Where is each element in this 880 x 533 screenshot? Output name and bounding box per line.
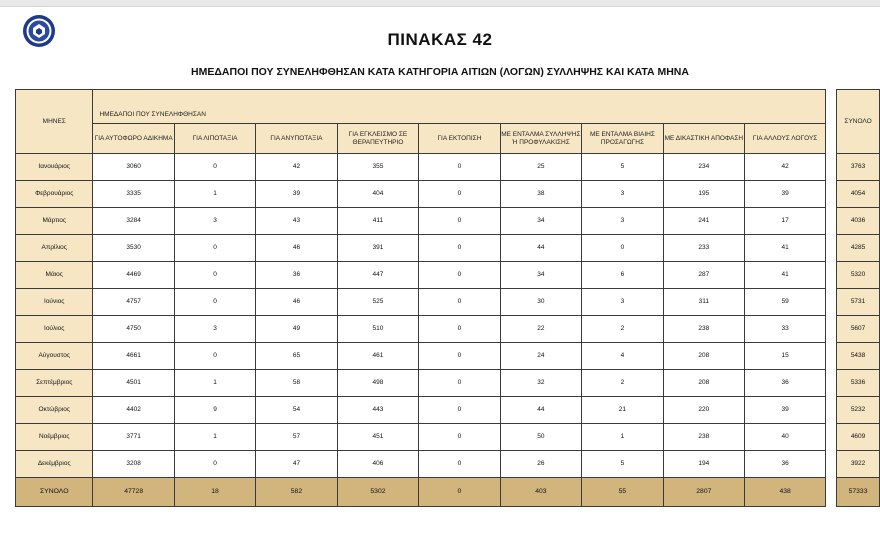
value-cell: 194 [663,451,744,478]
grand-total-cell: 582 [256,478,337,507]
value-cell: 238 [663,424,744,451]
column-gap [826,451,837,478]
value-cell: 3530 [93,235,174,262]
value-cell: 0 [419,235,500,262]
value-cell: 208 [663,343,744,370]
value-cell: 0 [174,289,255,316]
value-cell: 30 [500,289,582,316]
column-header: ΓΙΑ ΑΛΛΟΥΣ ΛΟΓΟΥΣ [745,124,826,154]
value-cell: 3 [174,208,255,235]
value-cell: 3284 [93,208,174,235]
row-total-cell: 5320 [837,262,880,289]
value-cell: 233 [663,235,744,262]
value-cell: 1 [174,181,255,208]
value-cell: 0 [419,451,500,478]
value-cell: 4402 [93,397,174,424]
value-cell: 4757 [93,289,174,316]
value-cell: 5 [582,451,663,478]
value-cell: 40 [745,424,826,451]
column-header: ΓΙΑ ΕΚΤΟΠΙΣΗ [419,124,500,154]
value-cell: 0 [419,181,500,208]
table-row [16,208,880,235]
column-gap [826,90,837,154]
month-cell: Μάρτιος [16,208,93,235]
value-cell: 4469 [93,262,174,289]
value-cell: 3060 [93,154,174,181]
value-cell: 43 [256,208,337,235]
total-header: ΣΥΝΟΛΟ [837,90,880,154]
grand-total-row [16,478,880,507]
value-cell: 32 [500,370,582,397]
value-cell: 0 [419,262,500,289]
month-cell: Φεβρουάριος [16,181,93,208]
value-cell: 510 [337,316,419,343]
value-cell: 355 [337,154,419,181]
value-cell: 6 [582,262,663,289]
value-cell: 404 [337,181,419,208]
month-cell: Μάιος [16,262,93,289]
value-cell: 0 [419,316,500,343]
grand-total-cell: 0 [419,478,500,507]
column-header: ΓΙΑ ΑΝΥΠΟΤΑΞΙΑ [256,124,337,154]
value-cell: 5 [582,154,663,181]
arrests-table [15,89,880,507]
value-cell: 0 [419,424,500,451]
grand-total-cell: 55 [582,478,663,507]
column-gap [826,181,837,208]
value-cell: 391 [337,235,419,262]
value-cell: 4750 [93,316,174,343]
value-cell: 33 [745,316,826,343]
value-cell: 3 [582,208,663,235]
page-title: ΠΙΝΑΚΑΣ 42 [387,30,493,49]
value-cell: 47 [256,451,337,478]
column-header: ΜΕ ΔΙΚΑΣΤΙΚΗ ΑΠΟΦΑΣΗ [663,124,744,154]
value-cell: 2 [582,316,663,343]
value-cell: 208 [663,370,744,397]
value-cell: 0 [419,208,500,235]
value-cell: 46 [256,235,337,262]
value-cell: 0 [419,154,500,181]
column-gap [826,397,837,424]
value-cell: 0 [582,235,663,262]
table-subtitle: ΗΜΕΔΑΠΟΙ ΠΟΥ ΣΥΝΕΛΗΦΘΗΣΑΝ ΚΑΤΑ ΚΑΤΗΓΟΡΙΑ ΑΙΤΙΩΝ (ΛΟΓΩΝ) ΣΥΛΛΗΨΗΣ ΚΑΙ ΚΑΤΑ ΜΗΝΑ [191,66,689,78]
value-cell: 25 [500,154,582,181]
value-cell: 17 [745,208,826,235]
value-cell: 0 [174,262,255,289]
value-cell: 443 [337,397,419,424]
viewer-top-bar [0,0,880,7]
value-cell: 3 [174,316,255,343]
column-gap [826,370,837,397]
value-cell: 36 [745,451,826,478]
value-cell: 9 [174,397,255,424]
value-cell: 3208 [93,451,174,478]
value-cell: 238 [663,316,744,343]
row-total-cell: 5438 [837,343,880,370]
value-cell: 0 [174,343,255,370]
value-cell: 4661 [93,343,174,370]
value-cell: 65 [256,343,337,370]
table-row [16,235,880,262]
row-total-cell: 4036 [837,208,880,235]
table-row [16,154,880,181]
column-gap [826,235,837,262]
month-cell: Ιούλιος [16,316,93,343]
value-cell: 1 [582,424,663,451]
value-cell: 38 [500,181,582,208]
table-row [16,181,880,208]
value-cell: 39 [745,181,826,208]
grand-total-cell: 438 [745,478,826,507]
grand-total-cell: 2807 [663,478,744,507]
value-cell: 406 [337,451,419,478]
table-row [16,343,880,370]
column-gap [826,343,837,370]
value-cell: 3335 [93,181,174,208]
grand-total-cell: 403 [500,478,582,507]
value-cell: 525 [337,289,419,316]
month-cell: Οκτώβριος [16,397,93,424]
value-cell: 41 [745,235,826,262]
month-cell: Ιούνιος [16,289,93,316]
table-row [16,289,880,316]
table-row [16,451,880,478]
value-cell: 44 [500,397,582,424]
row-total-cell: 3763 [837,154,880,181]
row-total-cell: 5607 [837,316,880,343]
month-cell: Σεπτέμβριος [16,370,93,397]
value-cell: 39 [256,181,337,208]
grand-total-cell: 5302 [337,478,419,507]
value-cell: 4501 [93,370,174,397]
value-cell: 44 [500,235,582,262]
month-cell: Απρίλιος [16,235,93,262]
value-cell: 24 [500,343,582,370]
value-cell: 0 [419,397,500,424]
column-gap [826,208,837,235]
row-total-cell: 5336 [837,370,880,397]
value-cell: 3 [582,181,663,208]
row-total-cell: 4054 [837,181,880,208]
value-cell: 58 [256,370,337,397]
value-cell: 57 [256,424,337,451]
column-gap [826,289,837,316]
value-cell: 498 [337,370,419,397]
table-row [16,424,880,451]
value-cell: 451 [337,424,419,451]
value-cell: 46 [256,289,337,316]
value-cell: 241 [663,208,744,235]
grand-total-cell: 47728 [93,478,174,507]
value-cell: 2 [582,370,663,397]
value-cell: 1 [174,370,255,397]
value-cell: 15 [745,343,826,370]
column-header: ΓΙΑ ΕΓΚΛΕΙΣΜΟ ΣΕ ΘΕΡΑΠΕΥΤΗΡΙΟ [337,124,419,154]
value-cell: 3771 [93,424,174,451]
value-cell: 234 [663,154,744,181]
value-cell: 26 [500,451,582,478]
value-cell: 49 [256,316,337,343]
row-total-cell: 5232 [837,397,880,424]
value-cell: 59 [745,289,826,316]
value-cell: 447 [337,262,419,289]
month-header: ΜΗΝΕΣ [16,90,93,154]
value-cell: 220 [663,397,744,424]
value-cell: 22 [500,316,582,343]
grand-total-label: ΣΥΝΟΛΟ [16,478,93,507]
column-header: ΓΙΑ ΛΙΠΟΤΑΞΙΑ [174,124,255,154]
value-cell: 195 [663,181,744,208]
grand-total-sum: 57333 [837,478,880,507]
month-cell: Ιανουάριος [16,154,93,181]
value-cell: 50 [500,424,582,451]
row-total-cell: 3922 [837,451,880,478]
value-cell: 39 [745,397,826,424]
value-cell: 287 [663,262,744,289]
value-cell: 461 [337,343,419,370]
column-gap [826,262,837,289]
group-header: ΗΜΕΔΑΠΟΙ ΠΟΥ ΣΥΝΕΛΗΦΘΗΣΑΝ [93,90,826,124]
value-cell: 41 [745,262,826,289]
value-cell: 36 [745,370,826,397]
column-gap [826,316,837,343]
value-cell: 4 [582,343,663,370]
value-cell: 42 [745,154,826,181]
month-cell: Αύγουστος [16,343,93,370]
month-cell: Δεκέμβριος [16,451,93,478]
table-row [16,316,880,343]
value-cell: 34 [500,208,582,235]
value-cell: 0 [174,235,255,262]
column-header: ΜΕ ΕΝΤΑΛΜΑ ΒΙΑΙΗΣ ΠΡΟΣΑΓΩΓΗΣ [582,124,663,154]
row-total-cell: 5731 [837,289,880,316]
table-row [16,262,880,289]
table-row [16,397,880,424]
value-cell: 3 [582,289,663,316]
value-cell: 411 [337,208,419,235]
column-header: ΓΙΑ ΑΥΤΟΦΩΡΟ ΑΔΙΚΗΜΑ [93,124,174,154]
value-cell: 0 [419,370,500,397]
value-cell: 0 [174,154,255,181]
value-cell: 54 [256,397,337,424]
value-cell: 0 [174,451,255,478]
column-header: ΜΕ ΕΝΤΑΛΜΑ ΣΥΛΛΗΨΗΣ Ή ΠΡΟΦΥΛΑΚΙΣΗΣ [500,124,582,154]
value-cell: 36 [256,262,337,289]
table-row [16,370,880,397]
value-cell: 311 [663,289,744,316]
row-total-cell: 4609 [837,424,880,451]
value-cell: 42 [256,154,337,181]
value-cell: 0 [419,289,500,316]
column-gap [826,424,837,451]
grand-total-cell: 18 [174,478,255,507]
month-cell: Νοέμβριος [16,424,93,451]
row-total-cell: 4285 [837,235,880,262]
column-gap [826,478,837,507]
value-cell: 21 [582,397,663,424]
value-cell: 0 [419,343,500,370]
value-cell: 34 [500,262,582,289]
value-cell: 1 [174,424,255,451]
column-gap [826,154,837,181]
